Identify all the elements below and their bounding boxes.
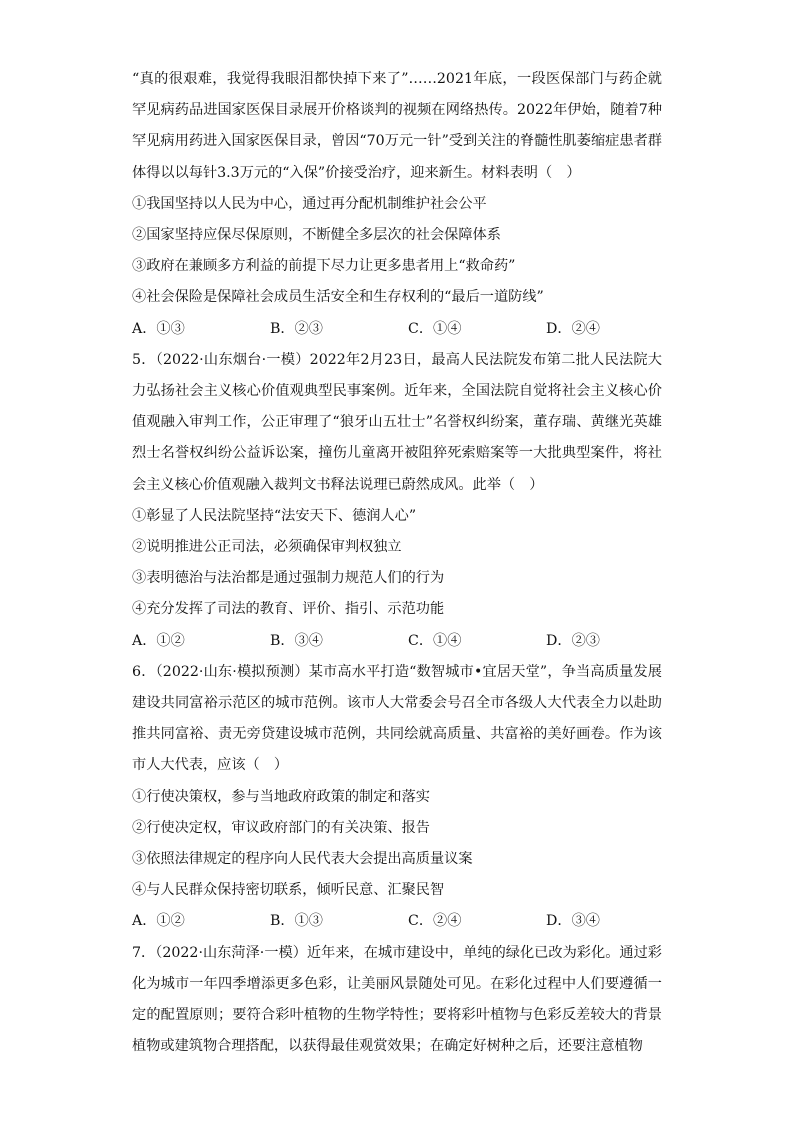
question-4-choices [132,314,662,345]
question-6 [132,657,662,938]
question-5-option-2: ②说明推进公正司法，必须确保审判权独立 [132,539,402,556]
question-6-choice-c: C．②④ [408,913,462,930]
question-5-option-3: ③表明德治与法治都是通过强制力规范人们的行为 [132,570,445,587]
question-6-option-3: ③依照法律规定的程序向人民代表大会提出高质量议案 [132,851,473,868]
question-7 [132,938,662,1063]
question-4-choice-c: C．①④ [408,320,462,337]
question-5 [132,345,662,657]
question-4-option-4: ④社会保险是保障社会成员生活安全和生存权利的“最后一道防线” [132,289,544,306]
question-4-choice-b: B．②③ [270,320,323,337]
question-4-option-1: ①我国坚持以人民为中心，通过再分配机制维护社会公平 [132,195,487,212]
question-6-choices [132,906,662,937]
question-5-choices [132,626,662,657]
question-4-choice-a: A．①③ [132,320,185,337]
question-5-choice-c: C．①④ [408,632,462,649]
question-5-choice-a: A．①② [132,632,185,649]
question-6-option-2: ②行使决定权，审议政府部门的有关决策、报告 [132,819,430,836]
question-7-stem: 7．（2022·山东菏泽·一模）近年来，在城市建设中，单纯的绿化已改为彩化。通过彩化为城市一年四季增添更多色彩，让美丽风景随处可见。在彩化过程中人们要遵循一定的配置原则；要符合彩叶植物的生物学特性；要将彩叶植物与色彩反差较大的背景植物或建筑物合理搭配，以获得最佳观赏效果；在确定好树种之后，还要注意植物 [132,944,662,1055]
question-6-choice-d: D．③④ [546,913,600,930]
question-6-stem: 6．（2022·山东·模拟预测）某市高水平打造“数智城市•宜居天堂”，争当高质量发展建设共同富裕示范区的城市范例。该市人大常委会号召全市各级人大代表全力以赴助推共同富裕、责无旁贷建设城市范例，共同绘就高质量、共富裕的美好画卷。作为该市人大代表，应该（ ） [132,663,662,774]
question-5-choice-b: B．③④ [270,632,323,649]
question-5-option-1: ①彰显了人民法院坚持“法安天下、德润人心” [132,507,417,524]
question-6-choice-b: B．①③ [270,913,323,930]
question-6-option-1: ①行使决策权，参与当地政府政策的制定和落实 [132,788,430,805]
question-6-choice-a: A．①② [132,913,185,930]
question-4 [132,64,662,345]
question-4-choice-d: D．②④ [546,320,600,337]
question-6-option-4: ④与人民群众保持密切联系，倾听民意、汇聚民智 [132,882,445,899]
question-4-option-3: ③政府在兼顾多方利益的前提下尽力让更多患者用上“救命药” [132,258,516,275]
question-5-choice-d: D．②③ [546,632,600,649]
question-5-stem: 5．（2022·山东烟台·一模）2022年2月23日，最高人民法院发布第二批人民法院大力弘扬社会主义核心价值观典型民事案例。近年来，全国法院自觉将社会主义核心价值观融入审判工作，公正审理了“狼牙山五壮士”名誉权纠纷案，董存瑞、黄继光英雄烈士名誉权纠纷公益诉讼案，撞伤儿童离开被阻猝死索赔案等一大批典型案件，将社会主义核心价值观融入裁判文书释法说理已蔚然成风。此举（ ） [132,351,662,493]
question-4-option-2: ②国家坚持应保尽保原则，不断健全多层次的社会保障体系 [132,227,501,244]
question-content [132,64,662,1063]
question-4-stem: “真的很艰难，我觉得我眼泪都快掉下来了”……2021年底，一段医保部门与药企就罕见病药品进国家医保目录展开价格谈判的视频在网络热传。2022年伊始，随着7种罕见病用药进入国家医保目录，曾因“70万元一针”受到关注的脊髓性肌萎缩症患者群体得以以每针3.3万元的“入保”价接受治疗，迎来新生。材料表明（ ） [132,71,662,181]
question-5-option-4: ④充分发挥了司法的教育、评价、指引、示范功能 [132,601,445,618]
